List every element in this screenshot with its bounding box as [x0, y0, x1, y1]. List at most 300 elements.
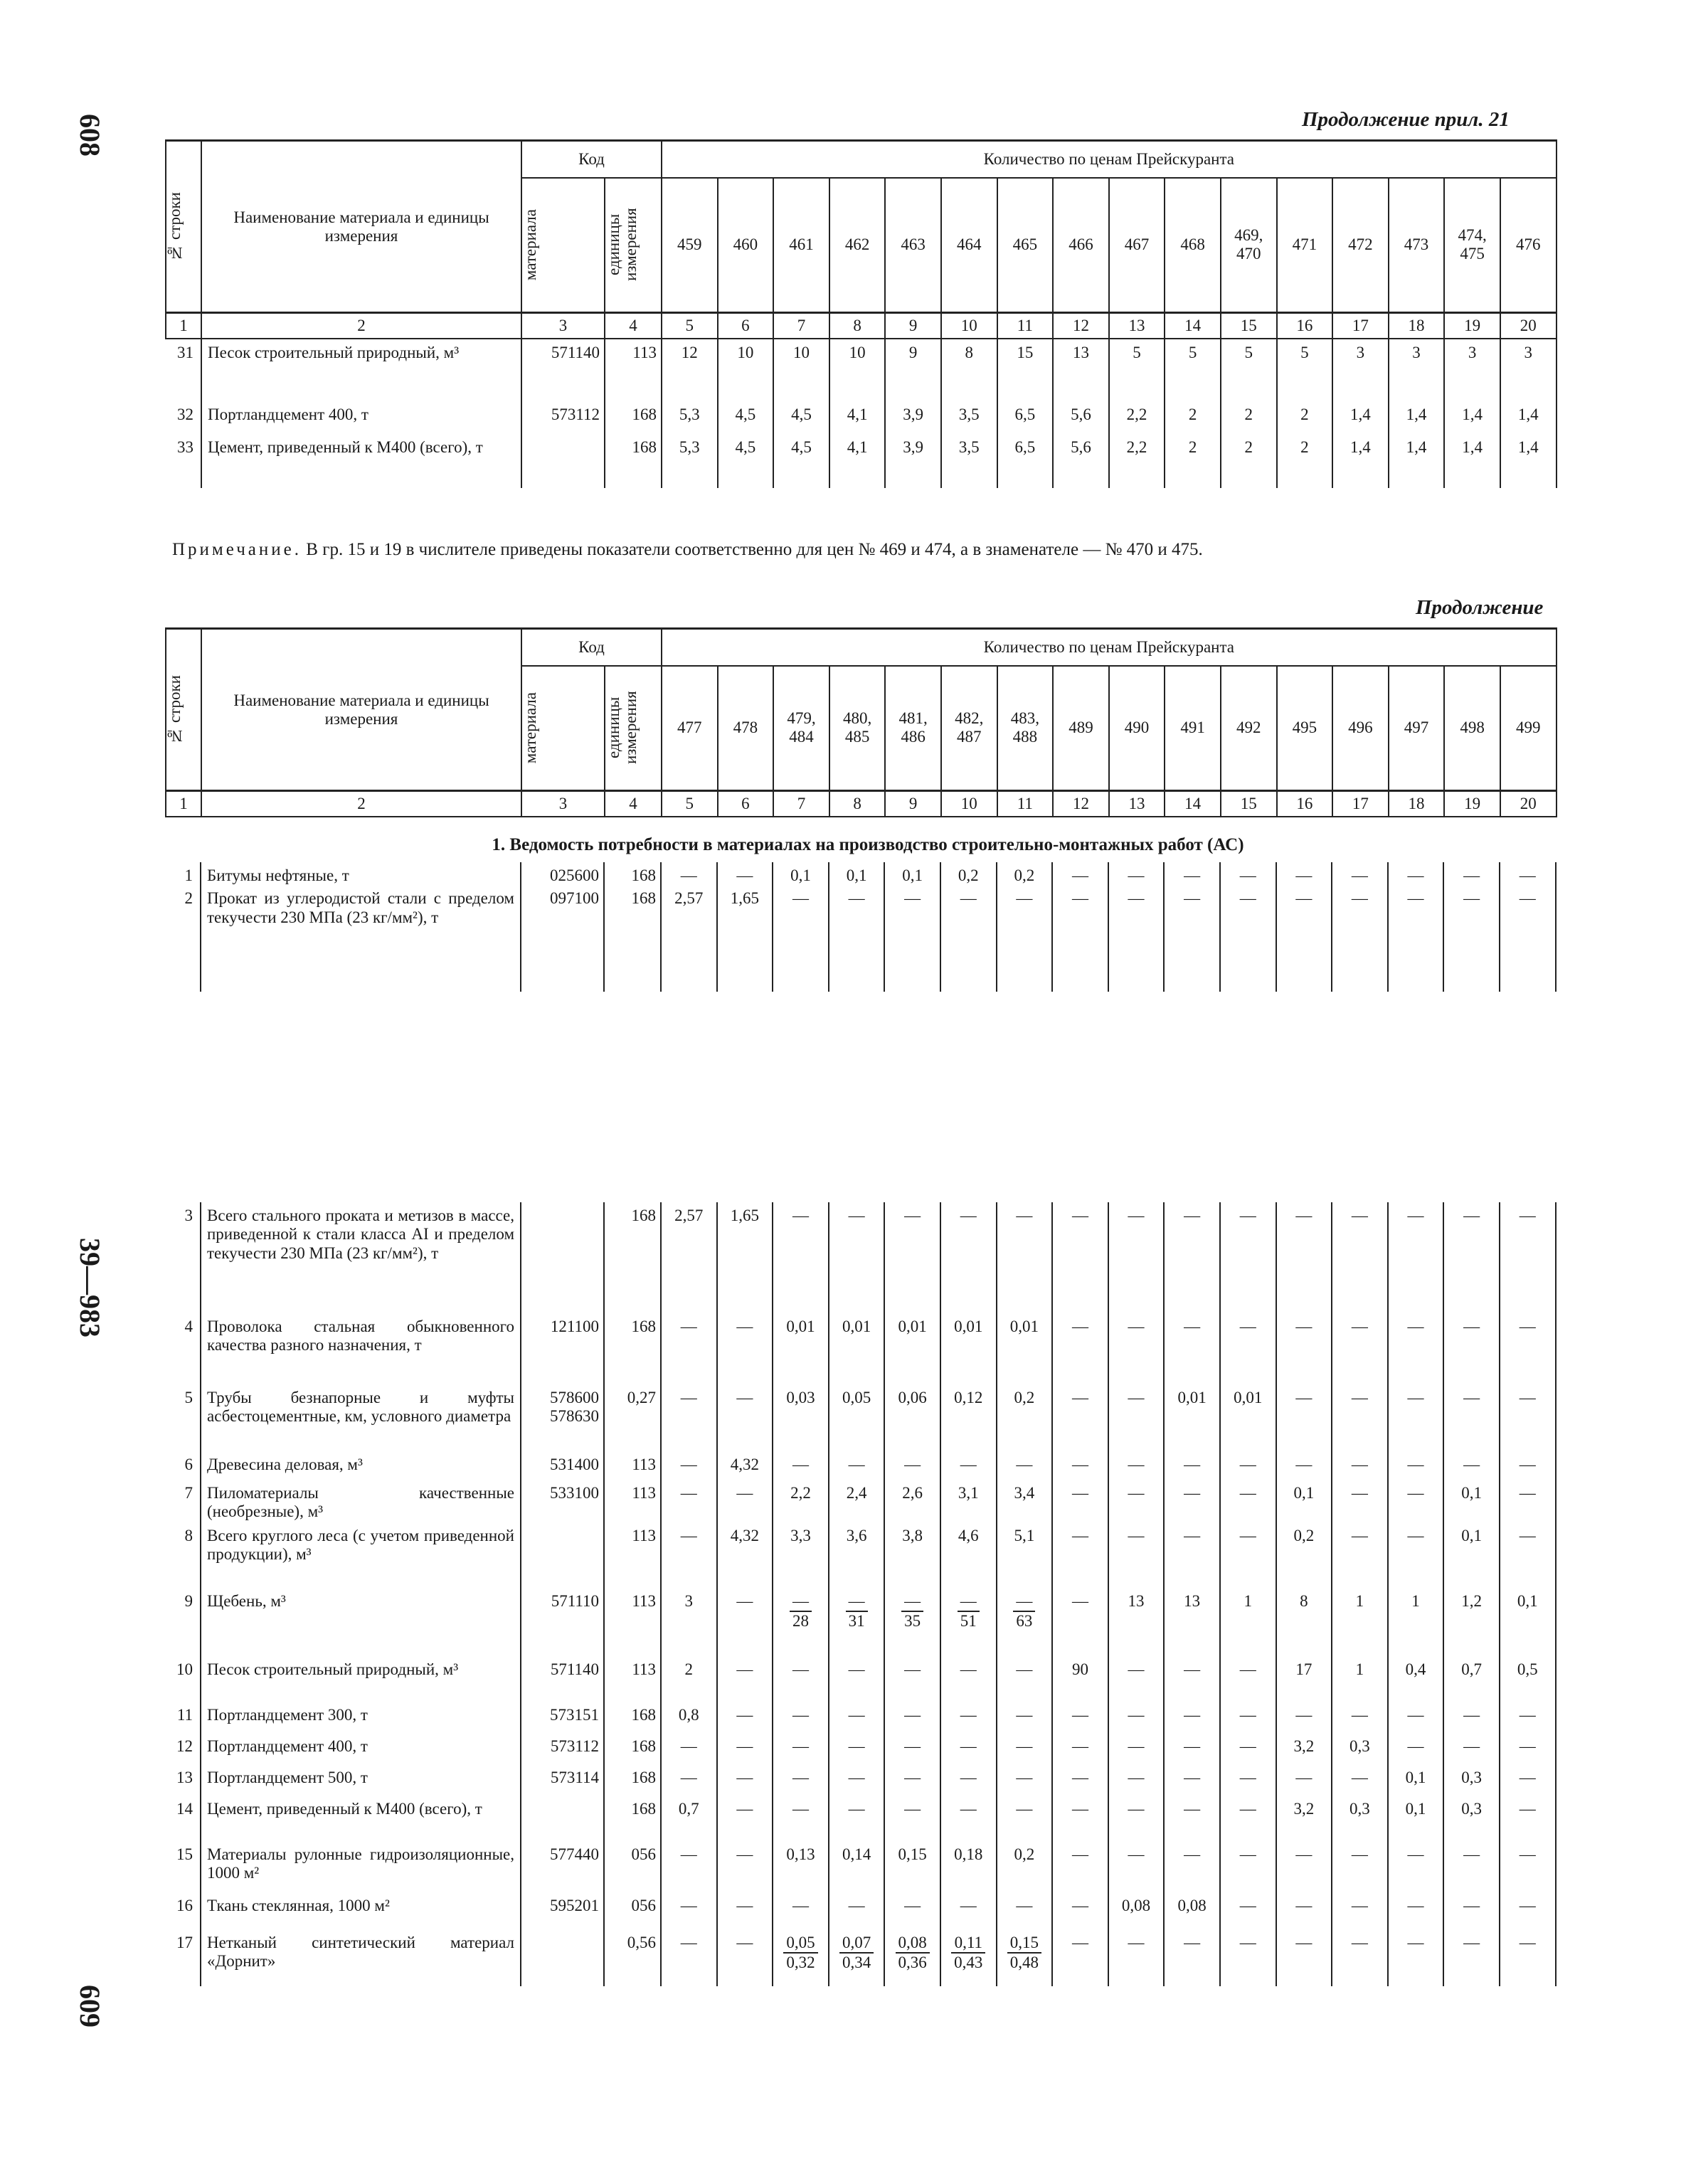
quantity-cell: 2,57 — [661, 1202, 717, 1313]
material-code: 533100 — [521, 1480, 604, 1522]
price-col-header: 466 — [1053, 178, 1109, 313]
quantity-cell — [997, 1929, 1053, 1986]
table-row — [165, 1733, 1556, 1764]
column-number: 1 — [166, 791, 201, 817]
column-number: 4 — [605, 791, 662, 817]
column-number: 19 — [1444, 791, 1500, 817]
quantity-cell: — — [1164, 1733, 1220, 1764]
quantity-cell: — — [1276, 1451, 1332, 1480]
continuation-subtitle: Продолжение — [1416, 596, 1544, 619]
row-number: 16 — [165, 1892, 201, 1929]
header-row-no-label: № строки — [166, 674, 184, 745]
column-number: 17 — [1332, 313, 1389, 339]
fraction — [790, 1592, 812, 1631]
quantity-cell: 3 — [1389, 339, 1445, 401]
quantity-cell: 0,1 — [1500, 1588, 1556, 1656]
material-code — [521, 1796, 604, 1841]
row-number: 17 — [165, 1929, 201, 1986]
quantity-cell: 4,5 — [718, 434, 774, 488]
fraction — [896, 1934, 930, 1973]
quantity-cell: 0,5 — [1500, 1656, 1556, 1702]
quantity-cell: — — [661, 1384, 717, 1451]
material-name: Щебень, м³ — [201, 1588, 521, 1656]
quantity-cell: — — [1500, 1733, 1556, 1764]
sheet-mark: 39—983 — [74, 1238, 106, 1337]
column-number: 2 — [201, 313, 521, 339]
quantity-cell: 2,2 — [1109, 401, 1165, 434]
quantity-cell: 0,7 — [661, 1796, 717, 1841]
column-number: 17 — [1332, 791, 1389, 817]
quantity-cell: — — [661, 1522, 717, 1588]
quantity-cell: — — [773, 1202, 829, 1313]
quantity-cell: — — [829, 1451, 885, 1480]
quantity-cell: — — [884, 1733, 940, 1764]
column-number: 5 — [662, 791, 718, 817]
quantity-cell: — — [1443, 1313, 1500, 1384]
column-number: 14 — [1165, 791, 1221, 817]
quantity-cell: — — [829, 1764, 885, 1796]
material-code: 573151 — [521, 1702, 604, 1733]
quantity-cell: — — [940, 1202, 997, 1313]
quantity-cell: 3,3 — [773, 1522, 829, 1588]
quantity-cell: — — [1108, 885, 1165, 992]
fraction — [839, 1934, 874, 1973]
fraction — [901, 1592, 923, 1631]
quantity-cell: — — [1332, 1313, 1388, 1384]
quantity-cell: — — [1108, 1480, 1165, 1522]
quantity-cell: — — [1052, 1702, 1108, 1733]
quantity-cell: 1 — [1388, 1588, 1444, 1656]
column-number: 15 — [1221, 791, 1277, 817]
quantity-cell: — — [1220, 1480, 1276, 1522]
quantity-cell: — — [1500, 1929, 1556, 1986]
unit-code: 168 — [604, 1702, 661, 1733]
price-col-header: 462 — [829, 178, 886, 313]
material-code: 121100 — [521, 1313, 604, 1384]
quantity-cell: 0,13 — [773, 1841, 829, 1892]
quantity-cell: — — [1443, 1384, 1500, 1451]
quantity-cell: 0,01 — [997, 1313, 1053, 1384]
quantity-cell: 0,1 — [829, 862, 885, 885]
unit-code: 168 — [604, 885, 661, 992]
quantity-cell: — — [773, 1892, 829, 1929]
fraction — [846, 1592, 868, 1631]
table-2-rows-bottom — [165, 1202, 1557, 1986]
quantity-cell: — — [1500, 1313, 1556, 1384]
quantity-cell: — — [1052, 1313, 1108, 1384]
column-number: 10 — [941, 313, 997, 339]
quantity-cell: 3 — [661, 1588, 717, 1656]
quantity-cell: — — [1388, 1702, 1444, 1733]
quantity-cell: 2 — [661, 1656, 717, 1702]
quantity-cell: 0,18 — [940, 1841, 997, 1892]
quantity-cell: — — [1108, 862, 1165, 885]
quantity-cell: 3 — [1444, 339, 1500, 401]
quantity-cell: — — [1388, 1929, 1444, 1986]
quantity-cell: — — [1332, 1451, 1388, 1480]
quantity-cell: — — [997, 1656, 1053, 1702]
quantity-cell: 0,01 — [829, 1313, 885, 1384]
quantity-cell: — — [1276, 1841, 1332, 1892]
material-name: Портландцемент 400, т — [201, 1733, 521, 1764]
quantity-cell: 4,32 — [717, 1522, 773, 1588]
quantity-cell: 2,57 — [661, 885, 717, 992]
quantity-cell: — — [1332, 862, 1388, 885]
page-number-bottom: 609 — [74, 1985, 106, 2027]
fraction-denominator: 35 — [904, 1612, 921, 1631]
quantity-cell — [940, 1929, 997, 1986]
price-col-header: 497 — [1389, 666, 1445, 791]
quantity-cell: — — [1332, 1202, 1388, 1313]
fraction-denominator: 31 — [848, 1612, 865, 1631]
unit-code: 113 — [604, 1588, 661, 1656]
header-row-no-label: № строки — [166, 191, 184, 262]
column-number: 7 — [773, 313, 829, 339]
quantity-cell: 10 — [718, 339, 774, 401]
header-unit — [605, 666, 662, 791]
fraction-numerator: — — [1013, 1592, 1035, 1612]
table-row — [165, 1384, 1556, 1451]
quantity-cell: — — [829, 1733, 885, 1764]
quantity-cell: — — [1220, 1929, 1276, 1986]
table-row — [166, 434, 1557, 488]
fraction-numerator: 0,05 — [783, 1934, 817, 1954]
row-number: 14 — [165, 1796, 201, 1841]
note-text: В гр. 15 и 19 в числителе приведены показатели соответственно для цен № 469 и 474, а в знаменателе — № 470 и 475. — [306, 540, 1203, 559]
quantity-cell: 0,2 — [940, 862, 997, 885]
material-code: 577440 — [521, 1841, 604, 1892]
quantity-cell: — — [884, 1796, 940, 1841]
quantity-cell: — — [773, 1796, 829, 1841]
quantity-cell: 1,4 — [1444, 434, 1500, 488]
column-number: 7 — [773, 791, 829, 817]
quantity-cell: 5 — [1165, 339, 1221, 401]
fraction-denominator: 0,43 — [954, 1954, 983, 1972]
quantity-cell: 10 — [773, 339, 829, 401]
continuation-title: Продолжение прил. 21 — [1302, 108, 1510, 131]
quantity-cell: — — [1052, 1733, 1108, 1764]
price-col-header: 479, 484 — [773, 666, 829, 791]
row-number: 1 — [165, 862, 201, 885]
material-code: 571140 — [521, 1656, 604, 1702]
table-row — [165, 1313, 1556, 1384]
price-col-header: 465 — [997, 178, 1054, 313]
quantity-cell: — — [940, 1892, 997, 1929]
material-name: Древесина деловая, м³ — [201, 1451, 521, 1480]
quantity-cell: — — [829, 885, 885, 992]
quantity-cell: — — [1276, 1384, 1332, 1451]
quantity-cell: — — [661, 1480, 717, 1522]
header-material — [521, 178, 605, 313]
quantity-cell: — — [717, 1702, 773, 1733]
quantity-cell: — — [1164, 862, 1220, 885]
header-name: Наименование материала и единицы измерения — [201, 141, 521, 313]
price-col-header: 469, 470 — [1221, 178, 1277, 313]
quantity-cell: — — [829, 1796, 885, 1841]
quantity-cell: 1,4 — [1332, 434, 1389, 488]
quantity-cell: 9 — [885, 339, 941, 401]
fraction — [951, 1934, 985, 1973]
quantity-cell: — — [1388, 1480, 1444, 1522]
quantity-cell: 0,08 — [1164, 1892, 1220, 1929]
price-col-header: 483, 488 — [997, 666, 1054, 791]
fraction-numerator: 0,08 — [896, 1934, 930, 1954]
row-number: 31 — [166, 339, 201, 401]
quantity-cell: — — [1443, 1929, 1500, 1986]
material-name: Портландцемент 500, т — [201, 1764, 521, 1796]
quantity-cell: 0,1 — [773, 862, 829, 885]
quantity-cell: 1,4 — [1389, 434, 1445, 488]
row-number: 8 — [165, 1522, 201, 1588]
quantity-cell: — — [940, 1796, 997, 1841]
row-number: 32 — [166, 401, 201, 434]
table-row — [165, 1796, 1556, 1841]
quantity-cell: — — [1388, 1522, 1444, 1588]
quantity-cell: 0,2 — [1276, 1522, 1332, 1588]
quantity-cell: — — [997, 1764, 1053, 1796]
quantity-cell: — — [1388, 1841, 1444, 1892]
quantity-cell: — — [1500, 1764, 1556, 1796]
quantity-cell: 13 — [1108, 1588, 1165, 1656]
column-number: 12 — [1053, 791, 1109, 817]
quantity-cell: — — [1164, 1929, 1220, 1986]
material-code: 097100 — [521, 885, 604, 992]
row-number: 9 — [165, 1588, 201, 1656]
quantity-cell: — — [829, 1892, 885, 1929]
quantity-cell: — — [1276, 1764, 1332, 1796]
fraction — [783, 1934, 817, 1973]
quantity-cell: — — [1164, 1480, 1220, 1522]
unit-code: 113 — [604, 1451, 661, 1480]
quantity-cell: — — [661, 1841, 717, 1892]
column-number: 14 — [1165, 313, 1221, 339]
quantity-cell: — — [1500, 1796, 1556, 1841]
price-col-header: 473 — [1389, 178, 1445, 313]
quantity-cell: — — [661, 1929, 717, 1986]
quantity-cell: 5,3 — [662, 434, 718, 488]
column-number: 6 — [718, 791, 774, 817]
material-name: Всего круглого леса (с учетом приведенной продукции), м³ — [201, 1522, 521, 1588]
fraction-numerator: — — [846, 1592, 868, 1612]
quantity-cell: — — [661, 1313, 717, 1384]
table-row — [165, 1451, 1556, 1480]
material-code: 573112 — [521, 401, 605, 434]
quantity-cell: — — [1388, 1451, 1444, 1480]
price-col-header: 468 — [1165, 178, 1221, 313]
quantity-cell: 2 — [1221, 401, 1277, 434]
price-col-header: 489 — [1053, 666, 1109, 791]
column-number: 15 — [1221, 313, 1277, 339]
table-note — [172, 541, 1545, 559]
material-name: Портландцемент 300, т — [201, 1702, 521, 1733]
quantity-cell: 3,6 — [829, 1522, 885, 1588]
quantity-cell: 4,1 — [829, 434, 886, 488]
material-name: Нетканый синтетический материал «Дорнит» — [201, 1929, 521, 1986]
unit-code: 0,27 — [604, 1384, 661, 1451]
quantity-cell: — — [1052, 1451, 1108, 1480]
quantity-cell: — — [1164, 1451, 1220, 1480]
quantity-cell: — — [1388, 1202, 1444, 1313]
quantity-cell: — — [884, 1451, 940, 1480]
quantity-cell: 0,8 — [661, 1702, 717, 1733]
quantity-cell: — — [717, 1929, 773, 1986]
quantity-cell: — — [717, 1480, 773, 1522]
quantity-cell: 0,1 — [1388, 1764, 1444, 1796]
quantity-cell: — — [717, 1384, 773, 1451]
quantity-cell: — — [1443, 1451, 1500, 1480]
quantity-cell: — — [1164, 1313, 1220, 1384]
fraction-numerator: 0,15 — [1007, 1934, 1041, 1954]
column-number: 9 — [885, 313, 941, 339]
fraction — [1013, 1592, 1035, 1631]
material-name: Материалы рулонные гидроизоляционные, 1000 м² — [201, 1841, 521, 1892]
material-name: Трубы безнапорные и муфты асбестоцементные, км, условного диаметра — [201, 1384, 521, 1451]
quantity-cell: — — [1164, 1796, 1220, 1841]
quantity-cell: 5,3 — [662, 401, 718, 434]
quantity-cell: 0,2 — [997, 1384, 1053, 1451]
quantity-cell: 0,1 — [884, 862, 940, 885]
price-col-header: 490 — [1109, 666, 1165, 791]
price-col-header: 474, 475 — [1444, 178, 1500, 313]
quantity-cell: — — [1108, 1796, 1165, 1841]
quantity-cell: — — [884, 1892, 940, 1929]
unit-code: 168 — [604, 1764, 661, 1796]
table-row — [165, 1841, 1556, 1892]
quantity-cell: — — [1276, 1892, 1332, 1929]
quantity-cell: 90 — [1052, 1656, 1108, 1702]
quantity-cell: — — [997, 1202, 1053, 1313]
quantity-cell: — — [1332, 1480, 1388, 1522]
price-col-header: 467 — [1109, 178, 1165, 313]
column-number: 4 — [605, 313, 662, 339]
row-number: 33 — [166, 434, 201, 488]
price-col-header: 459 — [662, 178, 718, 313]
quantity-cell: — — [884, 885, 940, 992]
fraction-numerator: — — [958, 1592, 980, 1612]
quantity-cell: — — [1332, 1841, 1388, 1892]
quantity-cell: 1 — [1220, 1588, 1276, 1656]
fraction-denominator: 0,32 — [786, 1954, 815, 1972]
quantity-cell: — — [1108, 1451, 1165, 1480]
quantity-cell: — — [1443, 1841, 1500, 1892]
column-number: 8 — [829, 313, 886, 339]
quantity-cell: — — [1220, 1202, 1276, 1313]
quantity-cell: — — [717, 1656, 773, 1702]
quantity-cell: — — [1052, 1796, 1108, 1841]
quantity-cell: 3,9 — [885, 434, 941, 488]
material-code: 571140 — [521, 339, 605, 401]
quantity-cell: — — [1443, 1202, 1500, 1313]
column-number: 13 — [1109, 313, 1165, 339]
column-number: 3 — [521, 791, 605, 817]
quantity-cell: 8 — [941, 339, 997, 401]
quantity-cell: — — [1052, 1480, 1108, 1522]
fraction-denominator: 0,36 — [898, 1954, 927, 1972]
quantity-cell: — — [940, 1702, 997, 1733]
row-number: 11 — [165, 1702, 201, 1733]
quantity-cell: — — [1443, 1892, 1500, 1929]
quantity-cell: — — [773, 1764, 829, 1796]
quantity-cell: — — [1388, 862, 1444, 885]
quantity-cell: — — [1500, 885, 1556, 992]
quantity-cell: — — [1108, 1313, 1165, 1384]
quantity-cell: — — [717, 862, 773, 885]
material-name: Цемент, приведенный к М400 (всего), т — [201, 1796, 521, 1841]
quantity-cell: 13 — [1164, 1588, 1220, 1656]
quantity-cell: — — [1388, 1313, 1444, 1384]
table-row — [165, 1764, 1556, 1796]
quantity-cell: — — [1388, 1892, 1444, 1929]
price-col-header: 499 — [1500, 666, 1557, 791]
table-row — [165, 1480, 1556, 1522]
price-col-header: 476 — [1500, 178, 1557, 313]
quantity-cell: — — [829, 1656, 885, 1702]
material-name: Песок строительный природный, м³ — [201, 1656, 521, 1702]
quantity-cell: — — [997, 885, 1053, 992]
unit-code: 168 — [605, 401, 662, 434]
quantity-cell: 15 — [997, 339, 1054, 401]
quantity-cell: 1 — [1332, 1588, 1388, 1656]
material-name: Портландцемент 400, т — [201, 401, 521, 434]
unit-code: 113 — [604, 1480, 661, 1522]
fraction-numerator: 0,11 — [951, 1934, 985, 1954]
quantity-cell: — — [1500, 1841, 1556, 1892]
quantity-cell: — — [717, 1764, 773, 1796]
quantity-cell — [773, 1929, 829, 1986]
table-row — [165, 885, 1556, 992]
quantity-cell: — — [1388, 1384, 1444, 1451]
material-name: Ткань стеклянная, 1000 м² — [201, 1892, 521, 1929]
quantity-cell: 5 — [1221, 339, 1277, 401]
quantity-cell: — — [1220, 1522, 1276, 1588]
quantity-cell: — — [717, 1313, 773, 1384]
quantity-cell: 2 — [1221, 434, 1277, 488]
row-number: 3 — [165, 1202, 201, 1313]
quantity-cell: 3,5 — [941, 401, 997, 434]
quantity-cell: — — [997, 1796, 1053, 1841]
header-qty: Количество по ценам Прейскуранта — [662, 629, 1557, 666]
quantity-cell: — — [940, 1733, 997, 1764]
table-row — [166, 339, 1557, 401]
price-col-header: 478 — [718, 666, 774, 791]
quantity-cell: 0,14 — [829, 1841, 885, 1892]
quantity-cell: — — [717, 1841, 773, 1892]
quantity-cell: — — [1220, 1733, 1276, 1764]
fraction-denominator: 0,48 — [1009, 1954, 1039, 1972]
quantity-cell: 1,65 — [717, 1202, 773, 1313]
quantity-cell: — — [1220, 1451, 1276, 1480]
quantity-cell — [940, 1588, 997, 1656]
quantity-cell: 2 — [1277, 434, 1333, 488]
quantity-cell: 2,6 — [884, 1480, 940, 1522]
column-number: 18 — [1389, 791, 1445, 817]
quantity-cell: 3,8 — [884, 1522, 940, 1588]
row-number: 5 — [165, 1384, 201, 1451]
price-col-header: 480, 485 — [829, 666, 886, 791]
column-number: 13 — [1109, 791, 1165, 817]
quantity-cell: — — [997, 1451, 1053, 1480]
column-number: 9 — [885, 791, 941, 817]
material-name: Песок строительный природный, м³ — [201, 339, 521, 401]
quantity-cell: — — [1052, 1588, 1108, 1656]
fraction — [1007, 1934, 1041, 1973]
quantity-cell: 3 — [1332, 339, 1389, 401]
material-name: Битумы нефтяные, т — [201, 862, 521, 885]
quantity-cell: — — [1108, 1522, 1165, 1588]
quantity-cell: 4,6 — [940, 1522, 997, 1588]
quantity-cell: — — [1052, 862, 1108, 885]
quantity-cell: — — [940, 885, 997, 992]
